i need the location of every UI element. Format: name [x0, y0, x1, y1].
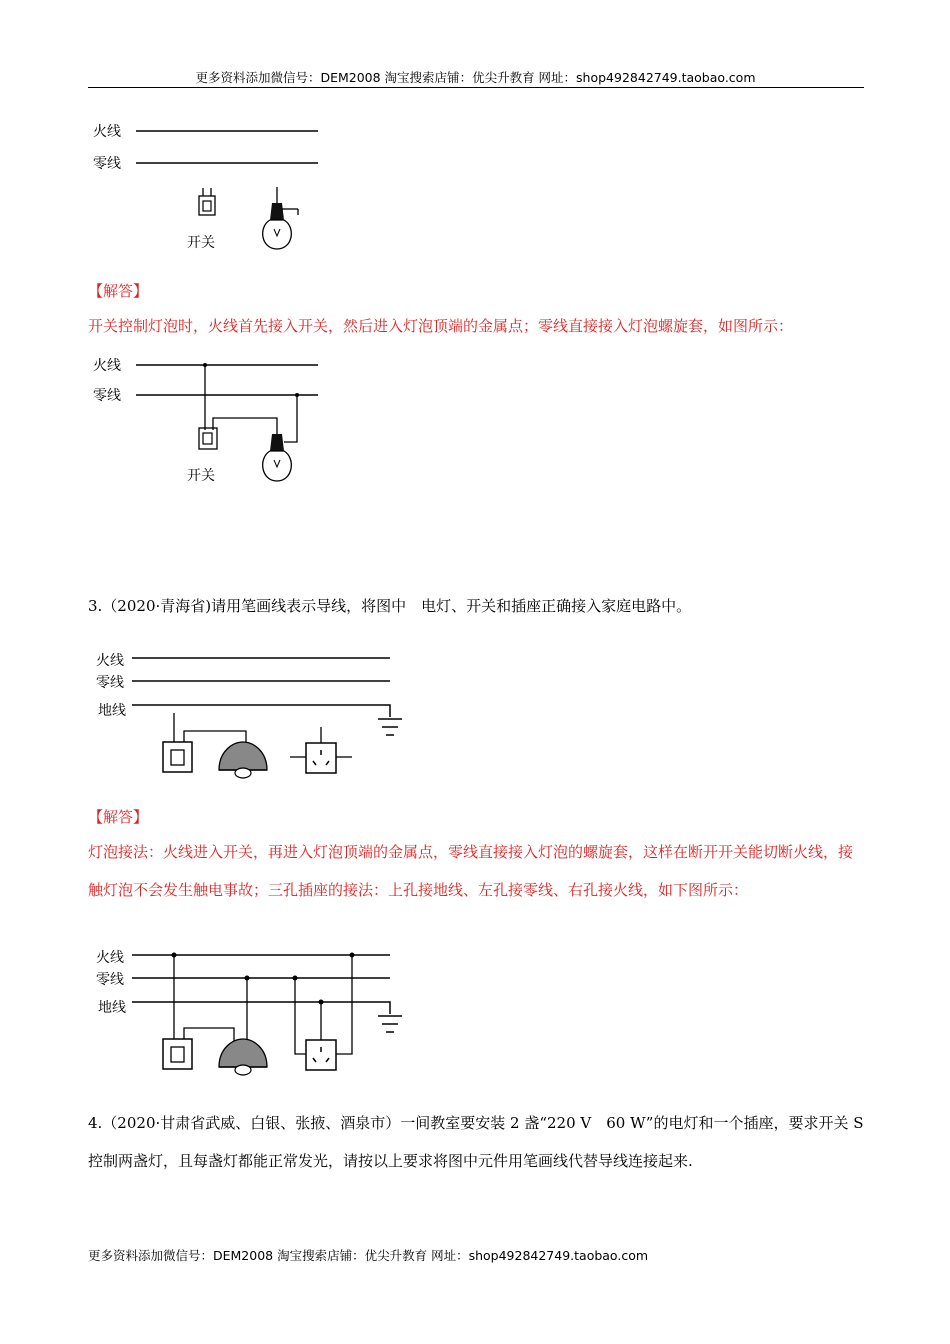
- switch-symbol: [163, 1039, 192, 1069]
- ground-wire-label: 地线: [98, 703, 126, 719]
- neutral-wire-label: 零线: [96, 675, 124, 691]
- neutral-wire-label: 零线: [93, 388, 121, 404]
- question-3-text: 3.（2020·青海省)请用笔画线表示导线，将图中 电灯、开关和插座正确接入家庭电路中。: [88, 597, 692, 615]
- answer-text: 开关控制灯泡时，火线首先接入开关，然后进入灯泡顶端的金属点；零线直接接入灯泡螺旋套，如图所示：: [88, 317, 794, 335]
- ground-wire: [132, 705, 390, 717]
- answer-title: 【解答】: [88, 808, 149, 826]
- live-wire-label: 火线: [93, 358, 121, 374]
- ground-symbol: [378, 719, 402, 735]
- ground-wire-label: 地线: [98, 1000, 126, 1016]
- connection-wires: [205, 365, 297, 442]
- connection-wires: [174, 955, 352, 1054]
- ground-wire: [132, 1002, 390, 1014]
- switch-label: 开关: [187, 235, 215, 251]
- live-wire-label: 火线: [96, 653, 124, 669]
- lamp-icon: [219, 742, 267, 778]
- page-header: 更多资料添加微信号：DEM2008 淘宝搜索店铺：优尖升教育 网址：shop492842749.taobao.com: [195, 70, 756, 85]
- switch-label: 开关: [187, 468, 215, 484]
- three-hole-socket-icon: [290, 727, 352, 773]
- answer-text: 灯泡接法：火线进入开关，再进入灯泡顶端的金属点，零线直接接入灯泡的螺旋套，这样在断开开关能切断火线，接触灯泡不会发生触电事故；三孔插座的接法：上孔接地线、左孔接零线、右孔接火线，如下图所示：: [88, 843, 854, 899]
- lamp-icon: [219, 1039, 267, 1075]
- page-footer: 更多资料添加微信号：DEM2008 淘宝搜索店铺：优尖升教育 网址：shop492842749.taobao.com: [88, 1248, 649, 1263]
- ground-symbol: [378, 1016, 402, 1032]
- switch-symbol: [199, 428, 217, 449]
- live-wire-label: 火线: [93, 124, 121, 140]
- neutral-wire-label: 零线: [96, 972, 124, 988]
- circuit-diagram-answer-3: [88, 942, 418, 1082]
- answer-title: 【解答】: [88, 282, 149, 300]
- circuit-diagram-question-3: [88, 645, 418, 785]
- circuit-diagram-question-2: [88, 115, 338, 260]
- light-bulb-icon: [263, 434, 292, 481]
- three-hole-socket-icon: [306, 1040, 336, 1070]
- switch-symbol: [199, 188, 215, 215]
- circuit-diagram-answer-2: [88, 350, 338, 495]
- light-bulb-icon: [263, 187, 298, 249]
- header-rule: [88, 87, 864, 88]
- question-4-text: 4.（2020·甘肃省武威、白银、张掖、酒泉市）一间教室要安装 2 盏“220 V 60 W”的电灯和一个插座，要求开关 S 控制两盏灯，且每盏灯都能正常发光，请按以上要求将图中元件用笔画线代替导线连接起来.: [88, 1114, 864, 1170]
- neutral-wire-label: 零线: [93, 156, 121, 172]
- live-wire-label: 火线: [96, 950, 124, 966]
